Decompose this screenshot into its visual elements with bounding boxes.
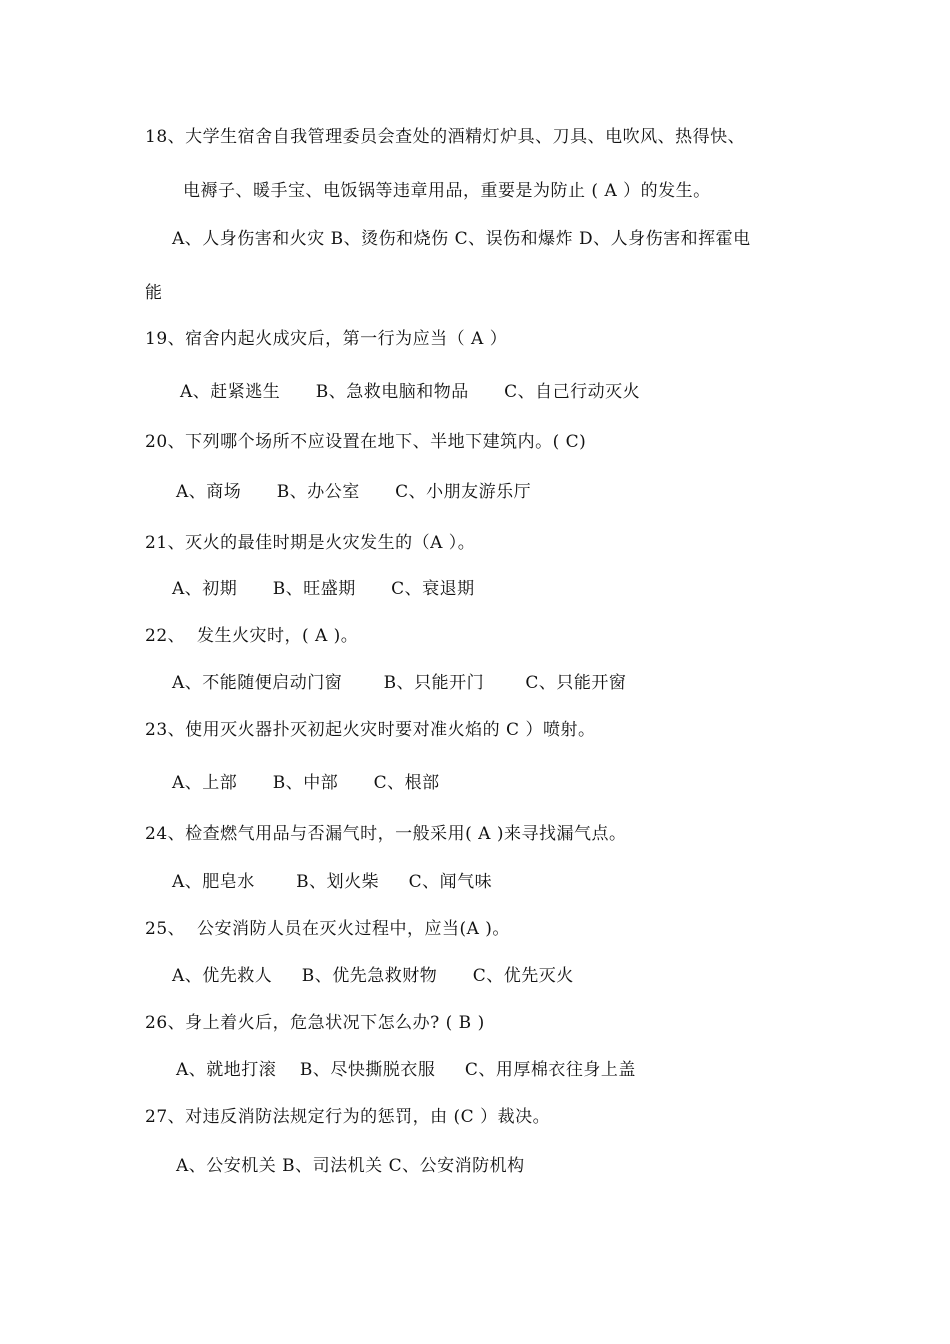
question-23-text: 23、使用灭火器扑灭初起火灾时要对准火焰的 C ）喷射。 <box>145 720 596 740</box>
question-19-text: 19、宿舍内起火成灾后，第一行为应当（ A ） <box>145 329 508 349</box>
question-27-options: A、公安机关 B、司法机关 C、公安消防机构 <box>176 1156 525 1176</box>
question-22-options: A、不能随便启动门窗 B、只能开门 C、只能开窗 <box>172 673 627 693</box>
question-22-text: 22、 发生火灾时，( A )。 <box>145 626 359 646</box>
question-18-line-1: 18、大学生宿舍自我管理委员会查处的酒精灯炉具、刀具、电吹风、热得快、 <box>145 127 746 147</box>
question-24-options: A、肥皂水 B、划火柴 C、闻气味 <box>172 872 493 892</box>
question-26-text: 26、身上着火后，危急状况下怎么办? ( B ) <box>145 1013 485 1033</box>
question-23-options: A、上部 B、中部 C、根部 <box>172 773 440 793</box>
question-26-options: A、就地打滚 B、尽快撕脱衣服 C、用厚棉衣往身上盖 <box>176 1060 636 1080</box>
question-25-text: 25、 公安消防人员在灭火过程中，应当(A )。 <box>145 919 510 939</box>
question-24-text: 24、检查燃气用品与否漏气时，一般采用( A )来寻找漏气点。 <box>145 824 627 844</box>
question-19-options: A、赶紧逃生 B、急救电脑和物品 C、自己行动灭火 <box>180 382 641 402</box>
question-20-options: A、商场 B、办公室 C、小朋友游乐厅 <box>176 482 532 502</box>
question-20-text: 20、下列哪个场所不应设置在地下、半地下建筑内。( C) <box>145 432 587 452</box>
question-25-options: A、优先救人 B、优先急救财物 C、优先灭火 <box>172 966 574 986</box>
question-21-text: 21、灭火的最佳时期是火灾发生的（A ）。 <box>145 533 476 553</box>
question-27-text: 27、对违反消防法规定行为的惩罚，由 (C ）裁决。 <box>145 1107 551 1127</box>
question-18-options: A、人身伤害和火灾 B、烫伤和烧伤 C、误伤和爆炸 D、人身伤害和挥霍电 <box>172 229 751 249</box>
question-18-line-2: 电褥子、暖手宝、电饭锅等违章用品，重要是为防止 ( A ）的发生。 <box>183 181 711 201</box>
question-18-options-continued: 能 <box>145 283 163 303</box>
question-21-options: A、初期 B、旺盛期 C、衰退期 <box>172 579 475 599</box>
